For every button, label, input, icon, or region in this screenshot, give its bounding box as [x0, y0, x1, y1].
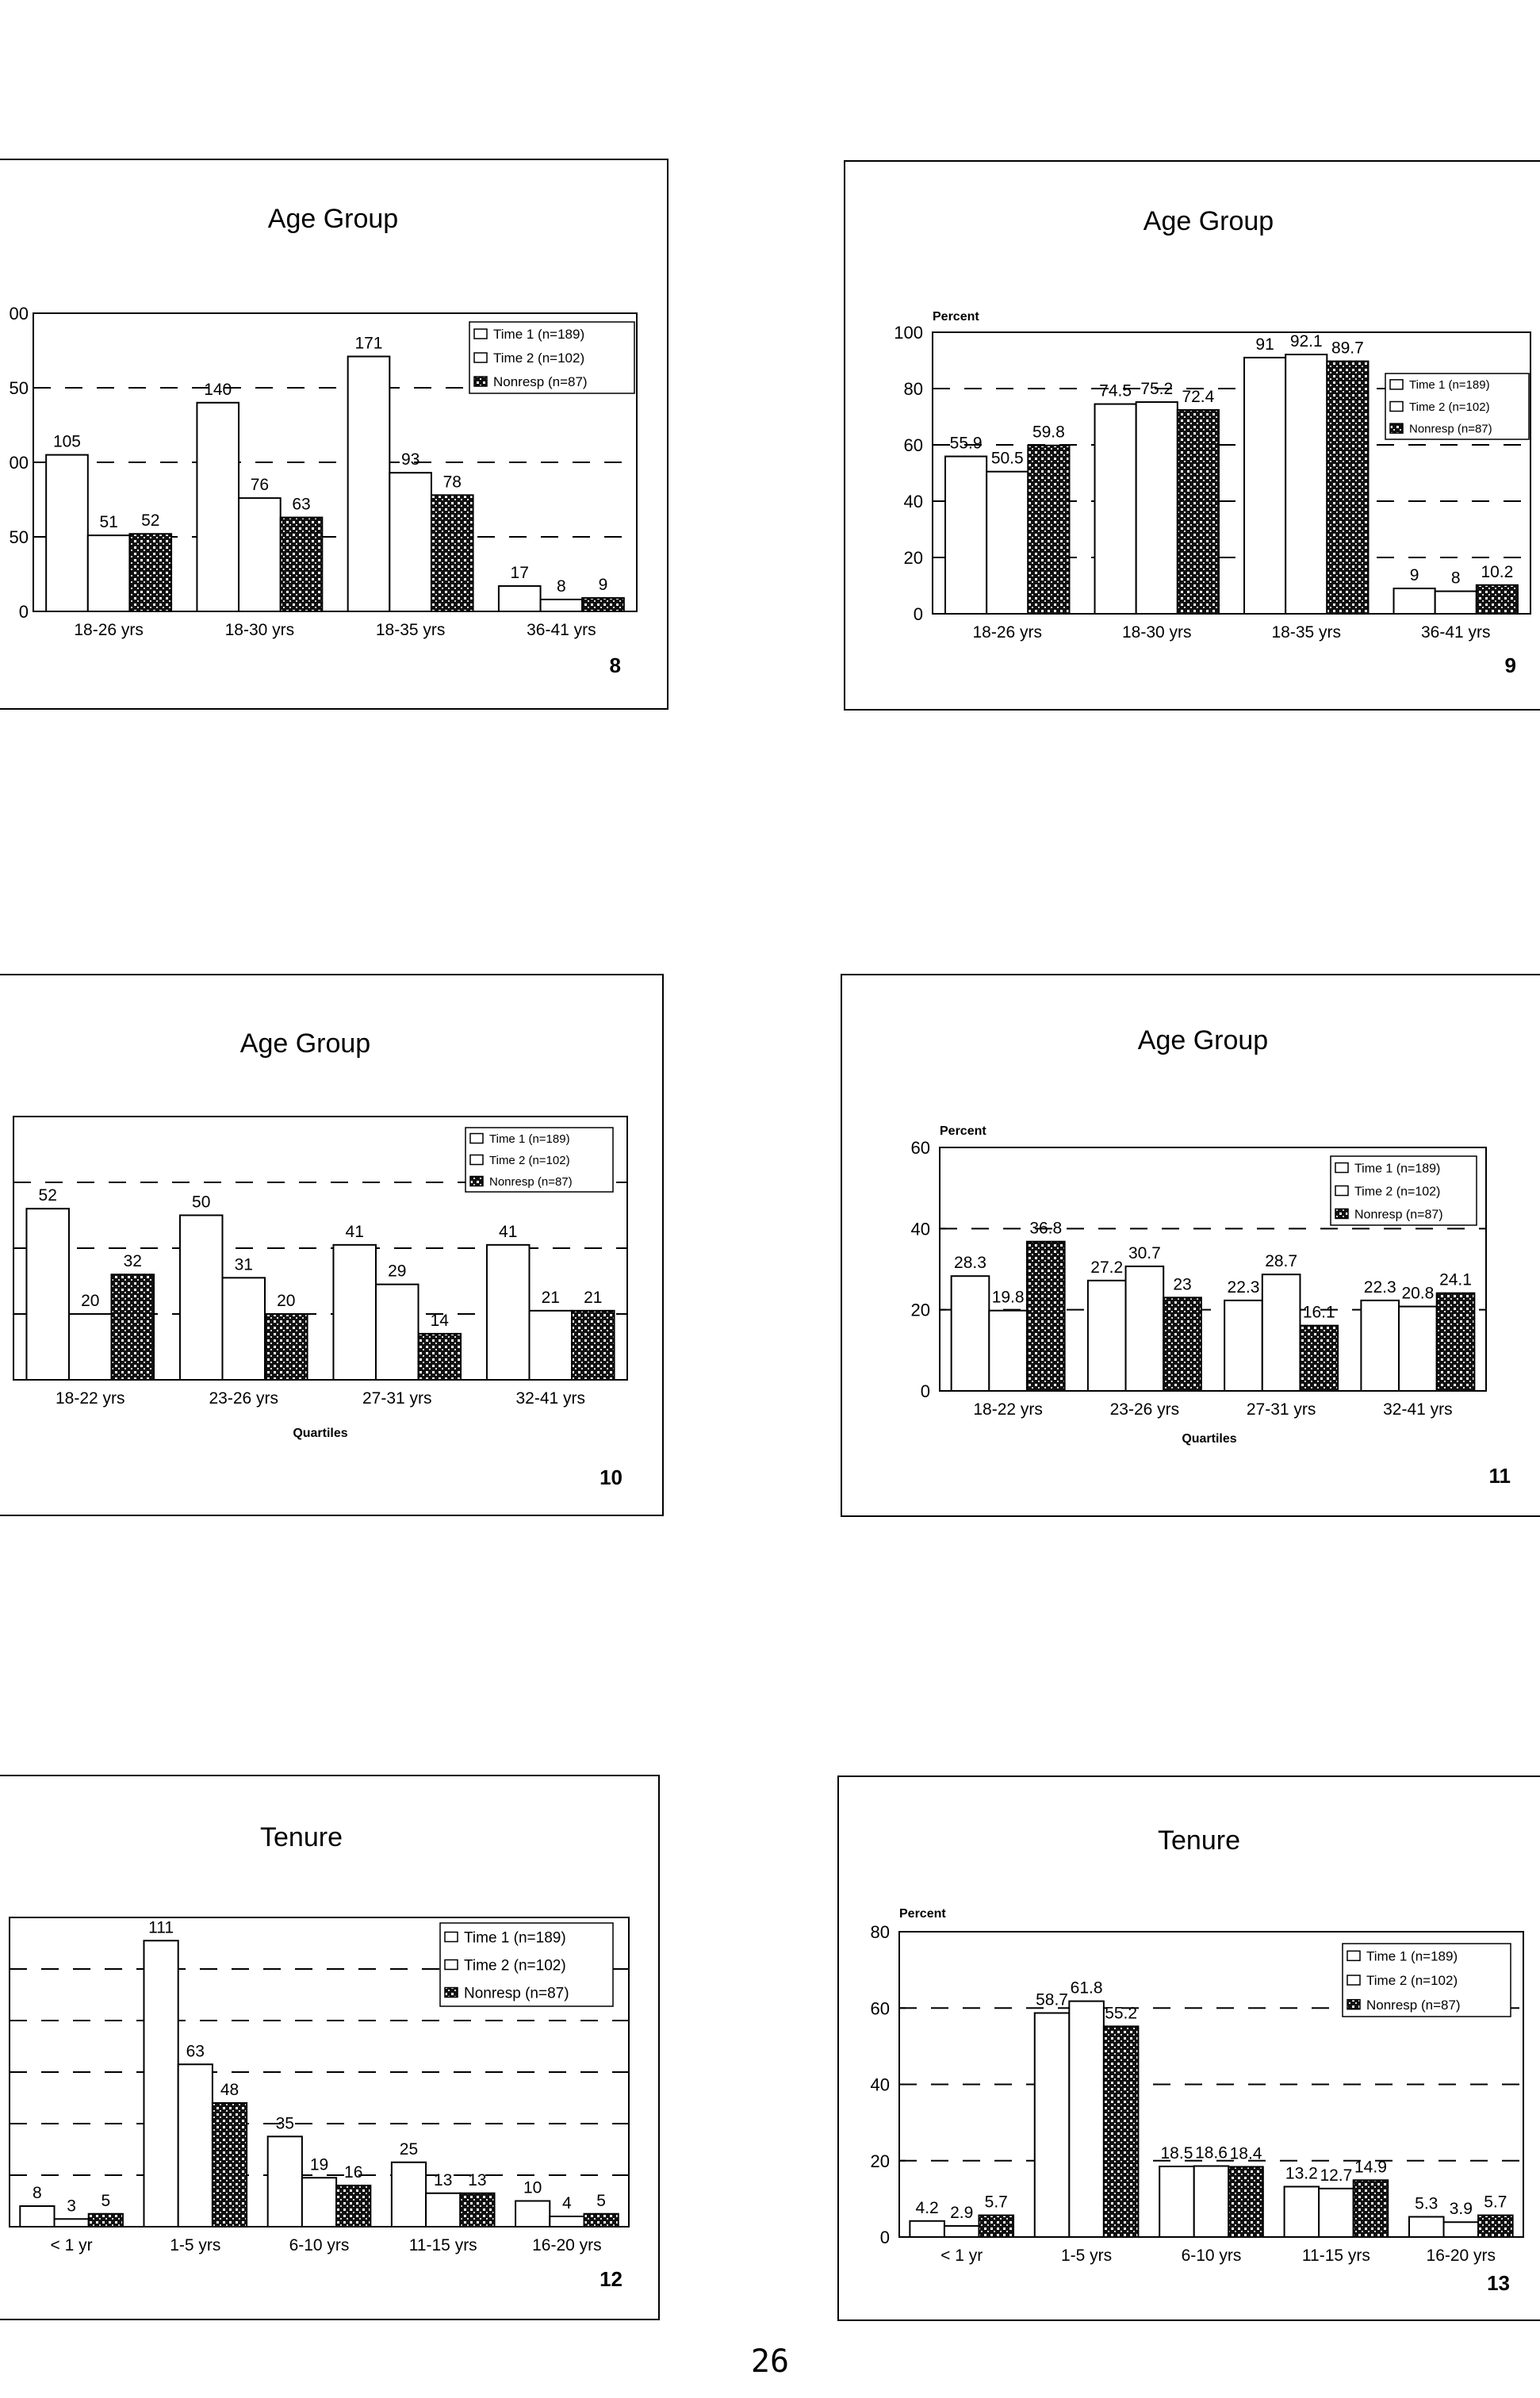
y-tick-label: 50	[9, 527, 29, 547]
bar-value-label: 52	[141, 511, 160, 531]
legend-label: Time 1 (n=189)	[1366, 1948, 1458, 1964]
bar	[1394, 588, 1435, 614]
bar-value-label: 105	[52, 432, 82, 451]
legend-swatch	[1390, 402, 1403, 412]
bar-value-label: 18.5	[1160, 2143, 1193, 2162]
legend-label: Time 1 (n=189)	[493, 327, 585, 343]
bar-value-label: 22.3	[1227, 1278, 1260, 1297]
bar-value-label: 23	[1173, 1275, 1192, 1294]
legend-label: Nonresp (n=87)	[489, 1174, 573, 1189]
bar-value-label: 21	[584, 1288, 603, 1307]
bar-value-label: 17	[510, 564, 529, 583]
legend-label: Nonresp (n=87)	[1366, 1997, 1461, 2013]
x-tick-label: 6-10 yrs	[289, 2236, 350, 2254]
bar-value-label: 8	[33, 2184, 42, 2202]
bar-value-label: 19.8	[991, 1288, 1025, 1307]
legend-label: Time 2 (n=102)	[464, 1957, 566, 1975]
bar	[1224, 1301, 1262, 1391]
bar	[952, 1276, 990, 1391]
x-tick-label: 27-31 yrs	[362, 1389, 432, 1408]
legend-swatch	[1347, 1975, 1360, 1985]
bar-value-label: 2.9	[950, 2204, 974, 2223]
bar-value-label: 61.8	[1070, 1979, 1103, 1998]
bar	[265, 1314, 308, 1380]
bar	[1361, 1301, 1399, 1391]
legend-swatch	[1335, 1186, 1348, 1196]
bar	[129, 534, 171, 611]
chart-title: Tenure	[1158, 1825, 1240, 1856]
x-tick-label: 32-41 yrs	[515, 1389, 586, 1408]
legend-swatch	[445, 1933, 458, 1942]
page-number: 26	[750, 2343, 790, 2380]
bar-value-label: 55.9	[949, 434, 983, 453]
bar	[281, 518, 323, 611]
bar-value-label: 21	[541, 1288, 560, 1307]
bar	[431, 495, 473, 611]
bar	[1095, 404, 1136, 614]
bar	[46, 455, 88, 611]
legend-label: Nonresp (n=87)	[1409, 422, 1492, 436]
legend-swatch	[1347, 1951, 1360, 1960]
legend-label: Time 2 (n=102)	[489, 1153, 570, 1167]
bar-value-label: 3	[67, 2197, 76, 2216]
legend-label: Time 1 (n=189)	[1354, 1162, 1441, 1176]
bar	[213, 2103, 247, 2227]
bar	[529, 1311, 572, 1380]
bar-value-label: 20.8	[1401, 1284, 1435, 1303]
legend-label: Time 2 (n=102)	[493, 351, 585, 366]
bar	[348, 357, 390, 611]
legend-swatch	[470, 1177, 483, 1186]
bar	[487, 1245, 530, 1380]
bar	[1300, 1326, 1338, 1391]
legend-label: Nonresp (n=87)	[464, 1985, 569, 2002]
legend-label: Time 2 (n=102)	[1366, 1973, 1458, 1989]
bar	[1126, 1266, 1164, 1391]
y-tick-label: 40	[870, 2074, 890, 2095]
bar-value-label: 74.5	[1099, 381, 1132, 400]
bar-value-label: 63	[292, 495, 311, 514]
x-axis-label: Quartiles	[293, 1427, 348, 1440]
bar	[112, 1274, 155, 1380]
bar	[1028, 446, 1069, 614]
x-tick-label: 23-26 yrs	[1109, 1400, 1180, 1419]
bar-value-label: 111	[148, 1918, 174, 1937]
bar	[979, 2216, 1013, 2237]
bar	[1244, 358, 1285, 614]
bar-value-label: 55.2	[1105, 2004, 1138, 2023]
bar-value-label: 5	[596, 2191, 606, 2210]
bar-value-label: 28.3	[954, 1254, 986, 1273]
bar	[1136, 402, 1178, 614]
bar	[178, 2064, 213, 2227]
slide-number: 13	[1487, 2271, 1510, 2295]
y-tick-label: 80	[903, 379, 923, 399]
bar-value-label: 63	[186, 2042, 205, 2061]
bar	[1478, 2216, 1513, 2237]
x-tick-label: 16-20 yrs	[532, 2236, 602, 2254]
bar	[1354, 2180, 1389, 2237]
bar	[69, 1314, 112, 1380]
bar-value-label: 31	[234, 1255, 253, 1274]
chart-title: Age Group	[1137, 1025, 1269, 1055]
bar	[389, 473, 431, 611]
y-tick-label: 20	[870, 2151, 890, 2171]
bar-value-label: 75.2	[1140, 380, 1174, 399]
slide-number: 12	[600, 2267, 623, 2291]
bar-value-label: 13	[468, 2170, 487, 2189]
bar-value-label: 8	[557, 577, 566, 596]
legend-label: Time 1 (n=189)	[1409, 378, 1490, 393]
slide-number: 11	[1488, 1464, 1511, 1488]
bar	[541, 600, 583, 611]
bar-value-label: 16.1	[1302, 1303, 1335, 1322]
bar	[460, 2193, 494, 2227]
slide-number: 10	[600, 1465, 623, 1489]
y-tick-label: 60	[910, 1138, 930, 1158]
bar	[1262, 1274, 1301, 1391]
y-axis-label: Percent	[899, 1907, 946, 1921]
bar	[944, 2226, 979, 2237]
bar	[239, 498, 281, 611]
y-tick-label: 0	[18, 602, 29, 622]
bar	[180, 1216, 223, 1381]
bar	[1159, 2166, 1194, 2237]
bar-value-label: 5.3	[1415, 2194, 1438, 2213]
bar	[1399, 1307, 1437, 1391]
bar-value-label: 14.9	[1354, 2158, 1387, 2177]
bar-value-label: 50	[192, 1193, 211, 1212]
bar-value-label: 58.7	[1036, 1990, 1068, 2009]
bar-value-label: 14	[430, 1311, 449, 1330]
bar	[1285, 354, 1327, 614]
bar	[336, 2185, 370, 2227]
x-tick-label: 18-35 yrs	[1271, 623, 1342, 642]
x-tick-label: 32-41 yrs	[1383, 1400, 1453, 1419]
x-tick-label: < 1 yr	[50, 2236, 93, 2254]
legend-swatch	[1390, 380, 1403, 389]
bar	[26, 1209, 69, 1380]
y-tick-label: 00	[9, 304, 29, 324]
bar	[989, 1311, 1027, 1391]
x-tick-label: 18-22 yrs	[55, 1389, 125, 1408]
legend-swatch	[1347, 2000, 1360, 2009]
x-axis-label: Quartiles	[1182, 1432, 1237, 1446]
bar-value-label: 13	[434, 2170, 453, 2189]
y-tick-label: 100	[894, 323, 923, 343]
bar-value-label: 50.5	[990, 449, 1024, 468]
bar-value-label: 41	[345, 1222, 364, 1241]
bar	[499, 586, 541, 611]
bar	[89, 2214, 123, 2227]
bar-value-label: 76	[250, 476, 270, 495]
legend-label: Time 2 (n=102)	[1354, 1185, 1441, 1199]
y-tick-label: 20	[903, 548, 923, 568]
x-tick-label: 18-26 yrs	[972, 623, 1043, 642]
x-tick-label: < 1 yr	[940, 2247, 983, 2265]
chart-title: Age Group	[267, 204, 399, 234]
y-tick-label: 40	[903, 492, 923, 511]
x-tick-label: 1-5 yrs	[170, 2236, 221, 2254]
bar	[333, 1245, 376, 1380]
bar-value-label: 140	[204, 380, 232, 399]
legend-label: Nonresp (n=87)	[493, 374, 588, 390]
bar	[419, 1334, 462, 1380]
bar-value-label: 4	[562, 2194, 572, 2212]
y-axis-label: Percent	[940, 1124, 986, 1138]
bar	[1327, 362, 1368, 614]
bar	[582, 598, 624, 611]
bar-value-label: 16	[344, 2163, 363, 2182]
bar-value-label: 29	[388, 1262, 407, 1281]
bar	[1194, 2166, 1229, 2237]
bar-value-label: 36.8	[1029, 1219, 1063, 1238]
bar	[1285, 2186, 1320, 2237]
bar-value-label: 171	[354, 334, 383, 353]
bar-value-label: 20	[81, 1292, 100, 1310]
legend-swatch	[470, 1155, 483, 1165]
slide-number: 8	[609, 653, 621, 677]
bar	[376, 1285, 419, 1380]
bar-value-label: 18.4	[1229, 2144, 1262, 2163]
bar	[1027, 1242, 1065, 1391]
bar	[910, 2221, 944, 2237]
bar-value-label: 93	[400, 450, 420, 469]
y-tick-label: 20	[910, 1300, 930, 1320]
legend-swatch	[1335, 1209, 1348, 1219]
slide-number: 9	[1504, 653, 1516, 677]
y-axis-label: Percent	[933, 310, 979, 324]
bar	[144, 1940, 178, 2227]
bar-value-label: 25	[399, 2139, 419, 2159]
bar	[1088, 1281, 1126, 1391]
legend-swatch	[445, 1960, 458, 1970]
bar-value-label: 51	[99, 513, 118, 532]
bar-value-label: 78	[442, 473, 462, 492]
bar-value-label: 5.7	[1484, 2193, 1507, 2212]
bar-value-label: 10.2	[1481, 562, 1514, 581]
y-tick-label: 0	[913, 604, 923, 624]
legend-label: Time 2 (n=102)	[1409, 400, 1490, 414]
bar-value-label: 18.6	[1195, 2143, 1228, 2162]
bar	[515, 2201, 550, 2228]
bar	[986, 472, 1028, 614]
bar-value-label: 13.2	[1285, 2164, 1318, 2183]
x-tick-label: 11-15 yrs	[408, 2236, 477, 2254]
chart-title: Age Group	[239, 1029, 371, 1059]
bar-value-label: 19	[309, 2155, 329, 2174]
bar	[1435, 592, 1477, 614]
bar-value-label: 92.1	[1289, 332, 1323, 351]
bar-value-label: 20	[277, 1292, 296, 1310]
bar	[1477, 585, 1518, 614]
chart-title: Tenure	[260, 1822, 343, 1852]
bar-value-label: 41	[499, 1222, 518, 1241]
x-tick-label: 1-5 yrs	[1061, 2247, 1113, 2265]
bar-value-label: 91	[1255, 335, 1274, 354]
legend-swatch	[470, 1134, 483, 1143]
bar	[1163, 1297, 1201, 1391]
bar	[1035, 2013, 1070, 2237]
bar-value-label: 35	[275, 2114, 294, 2133]
legend-label: Time 1 (n=189)	[489, 1132, 570, 1146]
bar	[1437, 1293, 1475, 1391]
bar	[1444, 2222, 1479, 2237]
legend-swatch	[1335, 1163, 1348, 1173]
bar	[1409, 2216, 1444, 2237]
legend-swatch	[474, 377, 487, 386]
x-tick-label: 16-20 yrs	[1426, 2247, 1496, 2265]
bar	[88, 535, 130, 611]
bar-value-label: 24.1	[1439, 1270, 1472, 1289]
bar-value-label: 32	[123, 1252, 142, 1271]
bar-value-label: 9	[598, 576, 608, 595]
bar	[302, 2178, 336, 2227]
x-tick-label: 27-31 yrs	[1246, 1400, 1316, 1419]
bar-value-label: 52	[38, 1186, 57, 1205]
bar	[1069, 2002, 1104, 2237]
bar	[1228, 2166, 1263, 2237]
bar-value-label: 5.7	[984, 2193, 1008, 2212]
legend-swatch	[474, 329, 487, 339]
bar	[268, 2136, 302, 2227]
x-tick-label: 6-10 yrs	[1181, 2247, 1242, 2265]
bar-value-label: 89.7	[1331, 339, 1364, 358]
bar-value-label: 10	[523, 2178, 542, 2197]
legend-swatch	[474, 353, 487, 362]
legend-swatch	[1390, 423, 1403, 433]
bar	[222, 1278, 265, 1380]
bar-value-label: 3.9	[1449, 2200, 1473, 2219]
bar	[584, 2214, 619, 2227]
y-tick-label: 60	[903, 435, 923, 455]
x-tick-label: 18-30 yrs	[1121, 623, 1192, 642]
legend-swatch	[445, 1988, 458, 1998]
bar	[426, 2193, 460, 2227]
x-tick-label: 11-15 yrs	[1301, 2247, 1370, 2265]
y-tick-label: 0	[920, 1381, 930, 1401]
legend-label: Time 1 (n=189)	[464, 1929, 566, 1947]
bar	[197, 403, 239, 611]
bar-value-label: 8	[1450, 569, 1461, 588]
chart-title: Age Group	[1143, 206, 1274, 236]
bar-value-label: 28.7	[1265, 1252, 1298, 1271]
y-tick-label: 50	[9, 378, 29, 398]
bar-value-label: 30.7	[1128, 1243, 1161, 1262]
bar	[20, 2206, 54, 2227]
bar-value-label: 4.2	[915, 2198, 939, 2217]
bar-value-label: 59.8	[1032, 423, 1065, 442]
x-tick-label: 18-22 yrs	[973, 1400, 1043, 1419]
y-tick-label: 60	[870, 1998, 890, 2019]
y-tick-label: 0	[879, 2228, 890, 2247]
bar-value-label: 22.3	[1363, 1278, 1396, 1297]
bar-value-label: 5	[101, 2191, 111, 2210]
bar-value-label: 9	[1409, 566, 1419, 585]
bar-value-label: 72.4	[1182, 387, 1215, 406]
x-tick-label: 18-35 yrs	[375, 621, 446, 639]
x-tick-label: 18-26 yrs	[74, 621, 144, 639]
bar-value-label: 27.2	[1090, 1258, 1124, 1277]
bar	[1319, 2189, 1354, 2237]
bar	[572, 1311, 615, 1380]
bar	[1104, 2026, 1139, 2237]
bar	[550, 2216, 584, 2227]
bar	[1178, 410, 1219, 614]
bar	[945, 457, 986, 614]
y-tick-label: 00	[9, 453, 29, 473]
x-tick-label: 18-30 yrs	[224, 621, 295, 639]
bar	[54, 2219, 88, 2227]
x-tick-label: 36-41 yrs	[527, 621, 596, 639]
x-tick-label: 36-41 yrs	[1420, 623, 1491, 642]
bar-value-label: 48	[220, 2081, 239, 2099]
legend-label: Nonresp (n=87)	[1354, 1208, 1443, 1222]
bar-value-label: 12.7	[1320, 2166, 1353, 2185]
bar	[392, 2162, 426, 2227]
y-tick-label: 40	[910, 1219, 930, 1239]
x-tick-label: 23-26 yrs	[209, 1389, 279, 1408]
y-tick-label: 80	[870, 1922, 890, 1942]
